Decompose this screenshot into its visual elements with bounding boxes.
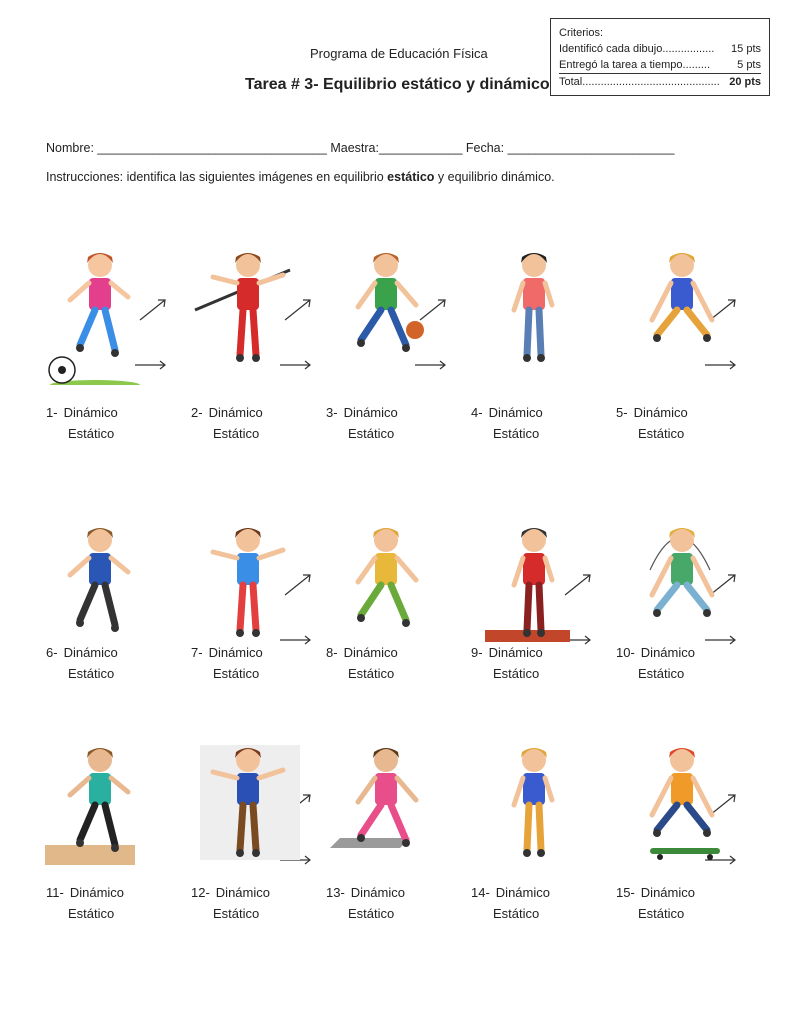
exercise-item: [185, 500, 325, 690]
item-number: 11-: [46, 885, 64, 900]
jump-rope-kid-icon: [610, 500, 750, 660]
criteria-heading: Criterios:: [559, 27, 604, 39]
option-row-dinamico: [326, 645, 398, 660]
crab-pose-kid-2-icon: [465, 720, 605, 880]
option-row-dinamico: [46, 885, 124, 900]
exercise-item: [185, 720, 325, 921]
running-boy-icon: [185, 500, 325, 660]
program-name: Programa de Educación Física: [310, 46, 488, 61]
option-estatico[interactable]: Estático: [213, 666, 260, 681]
option-row-dinamico: [191, 405, 263, 420]
exercise-item: [185, 225, 325, 441]
item-number: 6-: [46, 645, 58, 660]
option-row-dinamico: [471, 885, 550, 900]
option-estatico[interactable]: Estático: [493, 666, 540, 681]
sitting-boy-icon: [185, 720, 325, 880]
option-estatico[interactable]: Estático: [348, 666, 395, 681]
bent-over-kid-icon: [320, 500, 460, 660]
exercise-item: [465, 225, 605, 441]
standing-girl-icon: [465, 225, 605, 385]
item-number: 4-: [471, 405, 483, 420]
option-estatico[interactable]: Estático: [638, 666, 685, 681]
option-estatico[interactable]: Estático: [348, 426, 395, 441]
item-number: 14-: [471, 885, 490, 900]
item-number: 9-: [471, 645, 483, 660]
option-row-dinamico: [616, 645, 695, 660]
criteria-label: Entregó la tarea a tiempo: [559, 59, 683, 71]
arrow-icon: [280, 300, 310, 369]
option-row-dinamico: [326, 885, 405, 900]
criteria-total-points: 20 pts: [729, 76, 761, 88]
option-dinamico[interactable]: Dinámico: [208, 405, 263, 420]
option-estatico[interactable]: Estático: [638, 426, 685, 441]
fecha-label: Fecha:: [465, 141, 505, 155]
option-row-dinamico: [326, 405, 398, 420]
criteria-dots: .............................................: [582, 76, 720, 88]
figure-drawing: [650, 528, 735, 644]
nombre-field[interactable]: _________________________________: [97, 141, 327, 155]
exercise-item: [610, 720, 750, 921]
instructions-suffix: y equilibrio dinámico.: [434, 170, 555, 184]
criteria-dots: .........: [682, 59, 711, 71]
tightrope-walker-icon: [185, 225, 325, 385]
figure-drawing: [514, 253, 552, 362]
exercise-item: [40, 720, 180, 921]
exercise-item: [320, 720, 460, 921]
option-dinamico[interactable]: Dinámico: [63, 645, 118, 660]
item-number: 12-: [191, 885, 210, 900]
option-row-dinamico: [46, 405, 118, 420]
exercise-item: [40, 225, 180, 441]
option-estatico[interactable]: Estático: [213, 426, 260, 441]
option-dinamico[interactable]: Dinámico: [215, 885, 270, 900]
figure-drawing: [357, 528, 416, 627]
maestra-field[interactable]: ____________: [378, 141, 463, 155]
criteria-row: [559, 41, 761, 57]
student-form-line: [46, 141, 674, 155]
item-number: 5-: [616, 405, 628, 420]
nombre-label: Nombre:: [46, 141, 94, 155]
option-dinamico[interactable]: Dinámico: [69, 885, 125, 900]
option-row-dinamico: [616, 405, 688, 420]
item-number: 2-: [191, 405, 203, 420]
exercise-item: [320, 500, 460, 690]
option-estatico[interactable]: Estático: [348, 906, 395, 921]
item-number: 7-: [191, 645, 203, 660]
option-dinamico[interactable]: Dinámico: [488, 645, 543, 660]
option-dinamico[interactable]: Dinámico: [488, 405, 543, 420]
figure-drawing: [652, 253, 735, 369]
instructions-bold: estático: [387, 170, 435, 184]
skateboard-kid-icon: [610, 720, 750, 880]
criteria-points: [729, 74, 761, 90]
criteria-label: Identificó cada dibujo: [559, 43, 663, 55]
option-estatico[interactable]: Estático: [493, 426, 540, 441]
crab-pose-kid-icon: [610, 225, 750, 385]
arrow-icon: [280, 575, 310, 644]
criteria-total-row: [559, 73, 761, 90]
item-number: 8-: [326, 645, 338, 660]
figure-drawing: [514, 748, 552, 857]
option-estatico[interactable]: Estático: [493, 906, 540, 921]
exercise-item: [320, 225, 460, 441]
arabesque-woman-icon: [320, 720, 460, 880]
criteria-row: [559, 57, 761, 73]
option-dinamico[interactable]: Dinámico: [63, 405, 118, 420]
option-estatico[interactable]: Estático: [68, 666, 115, 681]
figure-drawing: [485, 528, 590, 644]
item-number: 3-: [326, 405, 338, 420]
option-row-dinamico: [46, 645, 118, 660]
option-row-dinamico: [191, 885, 270, 900]
option-dinamico[interactable]: Dinámico: [343, 405, 398, 420]
figure-drawing: [213, 528, 310, 644]
arrow-icon: [135, 300, 165, 369]
figure-drawing: [195, 253, 310, 369]
option-dinamico[interactable]: Dinámico: [633, 405, 688, 420]
soccer-player-icon: [320, 225, 460, 385]
criteria-label: Total: [559, 76, 583, 88]
option-dinamico[interactable]: Dinámico: [343, 645, 398, 660]
exercise-item: [40, 500, 180, 690]
criteria-points: 5 pts: [737, 59, 761, 71]
figure-drawing: [357, 253, 445, 369]
instructions: [46, 170, 555, 184]
option-row-dinamico: [471, 645, 543, 660]
one-leg-balance-kid-icon: [40, 500, 180, 660]
option-row-dinamico: [191, 645, 263, 660]
criteria-box: [550, 18, 770, 96]
option-estatico[interactable]: Estático: [68, 906, 115, 921]
item-number: 10-: [616, 645, 635, 660]
figure-drawing: [200, 745, 310, 864]
option-dinamico[interactable]: Dinámico: [350, 885, 405, 900]
item-number: 15-: [616, 885, 635, 900]
page-title: Tarea # 3- Equilibrio estático y dinámico: [245, 76, 550, 93]
item-number: 13-: [326, 885, 345, 900]
option-dinamico[interactable]: Dinámico: [208, 645, 263, 660]
criteria-points: 15 pts: [731, 43, 761, 55]
option-row-dinamico: [471, 405, 543, 420]
balance-beam-kid-icon: [465, 500, 605, 660]
figure-drawing: [70, 528, 128, 632]
option-dinamico[interactable]: Dinámico: [640, 885, 695, 900]
criteria-dots: .................: [662, 43, 715, 55]
option-estatico[interactable]: Estático: [213, 906, 260, 921]
girl-kicking-ball-icon: [40, 225, 180, 385]
fecha-field[interactable]: ________________________: [507, 141, 675, 155]
instructions-prefix: Instrucciones: identifica las siguientes imágenes en equilibrio: [46, 170, 388, 184]
exercise-item: [610, 225, 750, 441]
option-row-dinamico: [616, 885, 695, 900]
figure-drawing: [650, 748, 735, 864]
figure-drawing: [45, 748, 135, 865]
option-estatico[interactable]: Estático: [68, 426, 115, 441]
exercise-item: [610, 500, 750, 690]
figure-drawing: [330, 748, 416, 848]
item-number: 1-: [46, 405, 58, 420]
exercise-item: [465, 720, 605, 921]
tree-pose-woman-icon: [40, 720, 180, 880]
option-dinamico[interactable]: Dinámico: [640, 645, 695, 660]
option-estatico[interactable]: Estático: [638, 906, 685, 921]
option-dinamico[interactable]: Dinámico: [495, 885, 550, 900]
exercise-item: [465, 500, 605, 690]
figure-drawing: [49, 253, 165, 385]
maestra-label: Maestra:: [330, 141, 379, 155]
